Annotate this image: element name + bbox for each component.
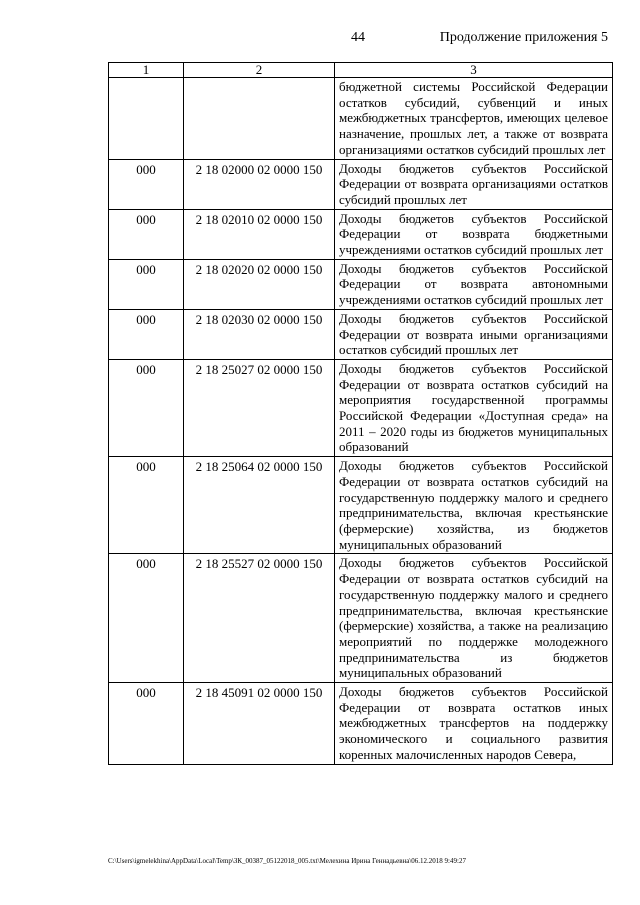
admin-code-cell: 000 bbox=[109, 554, 184, 683]
table-row bbox=[109, 309, 613, 359]
description-cell: бюджетной системы Российской Федерации остатков субсидий, субвенций и иных межбюджетных трансфертов, имеющих целевое назначение, прошлых лет, а также от возврата организациями остатков субсидий прошлых лет bbox=[335, 78, 613, 160]
description-cell: Доходы бюджетов субъектов Российской Федерации от возврата остатков субсидий на государственную поддержку малого и среднего предпринимательства, включая крестьянские (фермерские) хозяйства, а также на реализацию мероприятий по поддержке молодежного предпринимательства из бюджетов муниципальных образований bbox=[335, 554, 613, 683]
admin-code-cell: 000 bbox=[109, 159, 184, 209]
budget-code-cell: 2 18 25027 02 0000 150 bbox=[184, 359, 335, 456]
budget-code-cell: 2 18 45091 02 0000 150 bbox=[184, 683, 335, 765]
admin-code-cell: 000 bbox=[109, 309, 184, 359]
admin-code-cell: 000 bbox=[109, 359, 184, 456]
page-number: 44 bbox=[351, 30, 365, 45]
file-path-footer: C:\Users\igmelekhina\AppData\Local\Temp\ЗК_00387_05122018_005.txt\Мелехина Ирина Геннадьевна\06.12.2018 9:49:27 bbox=[108, 857, 466, 865]
description-cell: Доходы бюджетов субъектов Российской Федерации от возврата организациями остатков субсидий прошлых лет bbox=[335, 159, 613, 209]
admin-code-cell: 000 bbox=[109, 683, 184, 765]
table-row bbox=[109, 683, 613, 765]
column-header-2: 2 bbox=[184, 63, 335, 78]
table-row bbox=[109, 359, 613, 456]
table-header-row bbox=[109, 63, 613, 78]
table-row bbox=[109, 457, 613, 554]
table-row bbox=[109, 554, 613, 683]
budget-code-cell bbox=[184, 78, 335, 160]
table-row bbox=[109, 259, 613, 309]
budget-code-cell: 2 18 25527 02 0000 150 bbox=[184, 554, 335, 683]
column-header-3: 3 bbox=[335, 63, 613, 78]
description-cell: Доходы бюджетов субъектов Российской Федерации от возврата автономными учреждениями остатков субсидий прошлых лет bbox=[335, 259, 613, 309]
description-cell: Доходы бюджетов субъектов Российской Федерации от возврата остатков субсидий на мероприятия государственной программы Российской Федерации «Доступная среда» на 2011 – 2020 годы из бюджетов муниципальных образований bbox=[335, 359, 613, 456]
table-row bbox=[109, 159, 613, 209]
table-row bbox=[109, 78, 613, 160]
description-cell: Доходы бюджетов субъектов Российской Федерации от возврата бюджетными учреждениями остатков субсидий прошлых лет bbox=[335, 209, 613, 259]
continuation-label: Продолжение приложения 5 bbox=[439, 30, 608, 45]
page-header bbox=[0, 30, 640, 50]
revenue-codes-table bbox=[108, 62, 613, 765]
description-cell: Доходы бюджетов субъектов Российской Федерации от возврата иными организациями остатков субсидий прошлых лет bbox=[335, 309, 613, 359]
budget-code-cell: 2 18 25064 02 0000 150 bbox=[184, 457, 335, 554]
table-row bbox=[109, 209, 613, 259]
admin-code-cell: 000 bbox=[109, 259, 184, 309]
budget-code-cell: 2 18 02030 02 0000 150 bbox=[184, 309, 335, 359]
column-header-1: 1 bbox=[109, 63, 184, 78]
admin-code-cell bbox=[109, 78, 184, 160]
admin-code-cell: 000 bbox=[109, 209, 184, 259]
budget-code-cell: 2 18 02000 02 0000 150 bbox=[184, 159, 335, 209]
description-cell: Доходы бюджетов субъектов Российской Федерации от возврата остатков субсидий на государственную поддержку малого и среднего предпринимательства, включая крестьянские (фермерские) хозяйства, из бюджетов муниципальных образований bbox=[335, 457, 613, 554]
admin-code-cell: 000 bbox=[109, 457, 184, 554]
budget-code-cell: 2 18 02010 02 0000 150 bbox=[184, 209, 335, 259]
budget-code-cell: 2 18 02020 02 0000 150 bbox=[184, 259, 335, 309]
description-cell: Доходы бюджетов субъектов Российской Федерации от возврата остатков иных межбюджетных трансфертов на поддержку экономического и социального развития коренных малочисленных народов Севера, bbox=[335, 683, 613, 765]
